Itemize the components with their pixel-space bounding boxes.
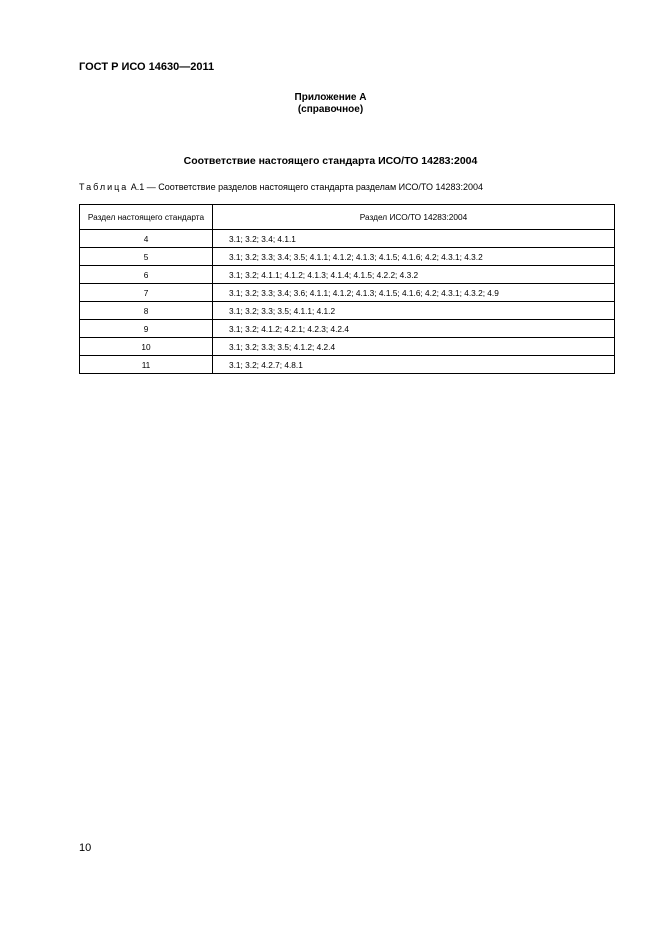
table-header-row <box>80 205 615 230</box>
iso-section-cell: 3.1; 3.2; 3.3; 3.5; 4.1.1; 4.1.2 <box>213 302 615 320</box>
table-row <box>80 338 615 356</box>
correspondence-table <box>79 204 615 374</box>
appendix-title: Приложение А <box>294 92 367 103</box>
column-header: Раздел настоящего стандарта <box>80 205 213 230</box>
table-caption-text: А.1 — Соответствие разделов настоящего стандарта разделам ИСО/ТО 14283:2004 <box>128 182 484 192</box>
iso-section-cell: 3.1; 3.2; 4.2.7; 4.8.1 <box>213 356 615 374</box>
iso-section-cell: 3.1; 3.2; 3.4; 4.1.1 <box>213 230 615 248</box>
iso-section-cell: 3.1; 3.2; 3.3; 3.4; 3.6; 4.1.1; 4.1.2; 4.1.3; 4.1.5; 4.1.6; 4.2; 4.3.1; 4.3.2; 4.9 <box>213 284 615 302</box>
standard-section-cell: 10 <box>80 338 213 356</box>
standard-section-cell: 6 <box>80 266 213 284</box>
table-row <box>80 248 615 266</box>
document-header: ГОСТ Р ИСО 14630—2011 <box>79 61 215 73</box>
iso-section-cell: 3.1; 3.2; 4.1.2; 4.2.1; 4.2.3; 4.2.4 <box>213 320 615 338</box>
appendix-subtitle: (справочное) <box>297 104 364 115</box>
column-header: Раздел ИСО/ТО 14283:2004 <box>213 205 615 230</box>
table-row <box>80 266 615 284</box>
standard-section-cell: 5 <box>80 248 213 266</box>
table-caption-label: Таблица <box>79 182 129 192</box>
iso-section-cell: 3.1; 3.2; 3.3; 3.5; 4.1.2; 4.2.4 <box>213 338 615 356</box>
table-row <box>80 302 615 320</box>
iso-section-cell: 3.1; 3.2; 3.3; 3.4; 3.5; 4.1.1; 4.1.2; 4.1.3; 4.1.5; 4.1.6; 4.2; 4.3.1; 4.3.2 <box>213 248 615 266</box>
table-row <box>80 230 615 248</box>
table-caption <box>79 182 483 192</box>
table-row <box>80 320 615 338</box>
standard-section-cell: 4 <box>80 230 213 248</box>
page-number: 10 <box>79 842 92 854</box>
standard-section-cell: 8 <box>80 302 213 320</box>
iso-section-cell: 3.1; 3.2; 4.1.1; 4.1.2; 4.1.3; 4.1.4; 4.1.5; 4.2.2; 4.3.2 <box>213 266 615 284</box>
table-row <box>80 356 615 374</box>
standard-section-cell: 7 <box>80 284 213 302</box>
section-title: Соответствие настоящего стандарта ИСО/ТО 14283:2004 <box>183 155 478 167</box>
standard-section-cell: 11 <box>80 356 213 374</box>
table-row <box>80 284 615 302</box>
appendix-heading <box>0 92 661 116</box>
standard-section-cell: 9 <box>80 320 213 338</box>
